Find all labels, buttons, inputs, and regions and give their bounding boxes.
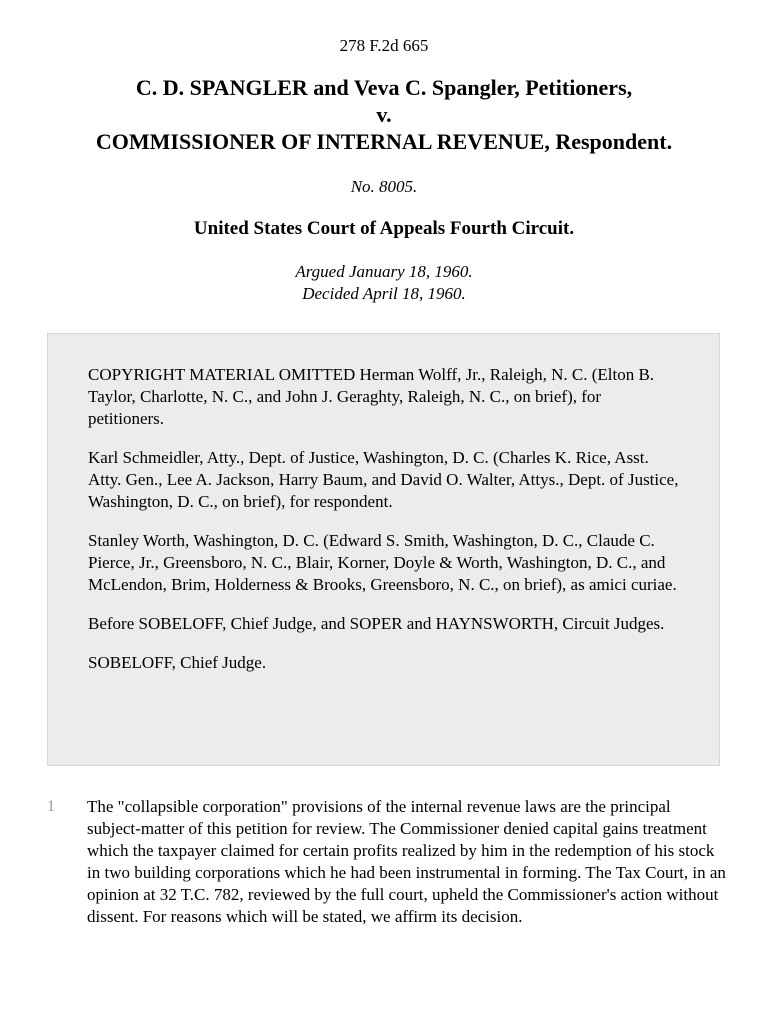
caption-petitioners: C. D. SPANGLER and Veva C. Spangler, Petitioners, [135,75,633,100]
docket-number: No. 8005. [350,177,418,196]
case-caption [0,74,768,155]
opinion-paragraph [47,796,727,928]
counsel-respondent: Karl Schmeidler, Atty., Dept. of Justice, Washington, D. C. (Charles K. Rice, Asst. Atty. Gen., Lee A. Jackson, Harry Baum, and David O. Walter, Attys., Dept. of Justice, Washington, D. C., on brief), for respondent. [88,448,679,511]
case-citation: 278 F.2d 665 [339,36,429,55]
counsel-petitioners: COPYRIGHT MATERIAL OMITTED Herman Wolff, Jr., Raleigh, N. C. (Elton B. Taylor, Charlotte, N. C., and John J. Geraghty, Raleigh, N. C., on brief), for petitioners. [88,365,655,428]
headnote-box [47,333,720,766]
opinion-author: SOBELOFF, Chief Judge. [88,653,267,672]
case-dates [0,261,768,305]
caption-respondent: COMMISSIONER OF INTERNAL REVENUE, Respondent. [95,129,673,154]
paragraph-text: The "collapsible corporation" provisions of the internal revenue laws are the principal subject-matter of this petition for review. The Commissioner denied capital gains treatment which the taxpayer claimed for certain profits realized by him in the redemption of his stock in two building corporations which he had been instrumental in forming. The Tax Court, in an opinion at 32 T.C. 782, reviewed by the full court, upheld the Commissioner's action without dissent. For reasons which will be stated, we affirm its decision. [87,797,726,926]
decided-date: Decided April 18, 1960. [302,284,466,303]
court-name: United States Court of Appeals Fourth Circuit. [193,218,575,239]
paragraph-number[interactable]: 1 [47,798,55,815]
panel-judges: Before SOBELOFF, Chief Judge, and SOPER and HAYNSWORTH, Circuit Judges. [88,614,665,633]
caption-versus: v. [376,102,392,127]
argued-date: Argued January 18, 1960. [295,262,473,281]
counsel-amici: Stanley Worth, Washington, D. C. (Edward S. Smith, Washington, D. C., Claude C. Pierce, Jr., Greensboro, N. C., Blair, Korner, Doyle & Worth, Washington, D. C., and McLendon, Brim, Holderness & Brooks, Greensboro, N. C., on brief), as amici curiae. [88,531,677,594]
